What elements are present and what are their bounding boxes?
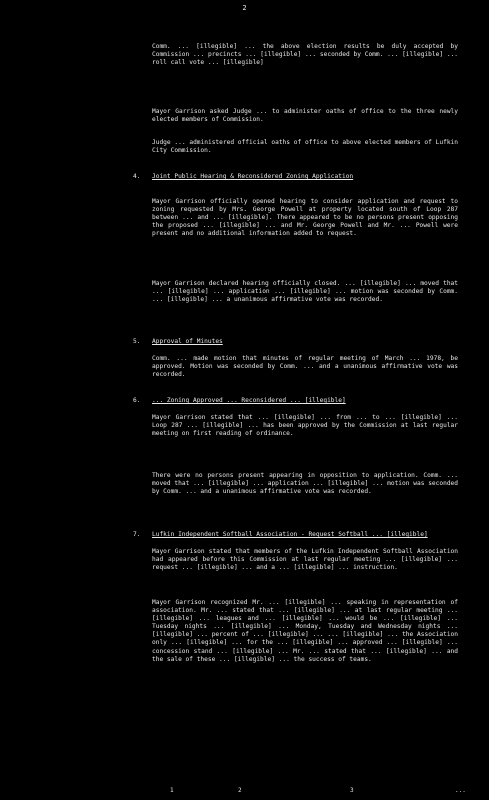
paragraph-oaths-request: Mayor Garrison asked Judge ... to administer oaths of office to the three newly elected members of Commission. <box>152 108 458 124</box>
item-heading: Lufkin Independent Softball Association - Request Softball ... [illegible] <box>152 531 428 538</box>
item-paragraph: There were no persons present appearing in opposition to application. Comm. ... moved that ... [illegible] ... application ... [illegible] ... motion was seconded by Comm. ... and a unanimous affirmative vote was recorded. <box>152 472 458 496</box>
item-paragraph: Mayor Garrison stated that ... [illegible] ... from ... to ... [illegible] ... Loop 287 ... [illegible] ... has been approved by the Commission at last regular meeting on first reading of ordinance. <box>152 414 458 438</box>
item-number: 7. <box>133 531 141 538</box>
item-paragraph: Mayor Garrison stated that members of the Lufkin Independent Softball Association had appeared before this Commission at last regular meeting ... [illegible] ... request ... [illegible] ... and a ... [illegible] ... instruction. <box>152 548 458 572</box>
item-paragraph: Comm. ... made motion that minutes of regular meeting of March ... 1978, be approved. Motion was seconded by Comm. ... and a unanimous affirmative vote was recorded. <box>152 355 458 379</box>
item-paragraph: Mayor Garrison declared hearing officially closed. ... [illegible] ... moved that ... [illegible] ... application ... [illegible] ... motion was seconded by Comm. ... [illegible] ... a unanimous affirmative vote was recorded. <box>152 280 458 304</box>
footer-mark-far-right: ... <box>455 787 466 794</box>
paragraph-oaths-administered: Judge ... administered official oaths of office to above elected members of Lufkin City Commission. <box>152 139 458 155</box>
page-number: 2 <box>242 4 247 12</box>
footer-mark-right: 3 <box>350 787 354 794</box>
item-heading: Joint Public Hearing & Reconsidered Zoning Application <box>152 173 354 180</box>
item-number: 5. <box>133 338 141 345</box>
footer-mark-center: 2 <box>238 787 242 794</box>
footer-mark-left: 1 <box>170 787 174 794</box>
item-number: 6. <box>133 397 141 404</box>
paragraph-election-results: Comm. ... [illegible] ... the above election results be duly accepted by Commission ... precincts ... [illegible] ... seconded by Comm. ... [illegible] ... roll call vote ... [illegible] <box>152 43 458 67</box>
item-paragraph: Mayor Garrison recognized Mr. ... [illegible] ... speaking in representation of association. Mr. ... stated that ... [illegible] ... at last regular meeting ... [illegible] ... leagues and ... [illegible] ... would be ... [illegible] ... Tuesday nights ... [illegible] ... Monday, Tuesday and Wednesday nights ... [illegible] ... percent of ... [illegible] ... ... [illegible] ... the Association only ... [illegible] ... for the ... [illegible] ... approved ... [illegible] ... concession stand ... [illegible] ... Mr. ... stated that ... [illegible] ... and the sale of these ... [illegible] ... the success of teams. <box>152 599 458 663</box>
item-paragraph: Mayor Garrison officially opened hearing to consider application and request to zoning requested by Mrs. George Powell at property located south of Loop 287 between ... and ... [illegible]. There appeared to be no persons present opposing the proposed ... [illegible] ... and Mr. George Powell and Mr. ... Powell were present and no additional information added to request. <box>152 198 458 238</box>
item-number: 4. <box>133 173 141 180</box>
item-heading: ... Zoning Approved ... Reconsidered ... [illegible] <box>152 397 346 404</box>
item-heading: Approval of Minutes <box>152 338 223 345</box>
